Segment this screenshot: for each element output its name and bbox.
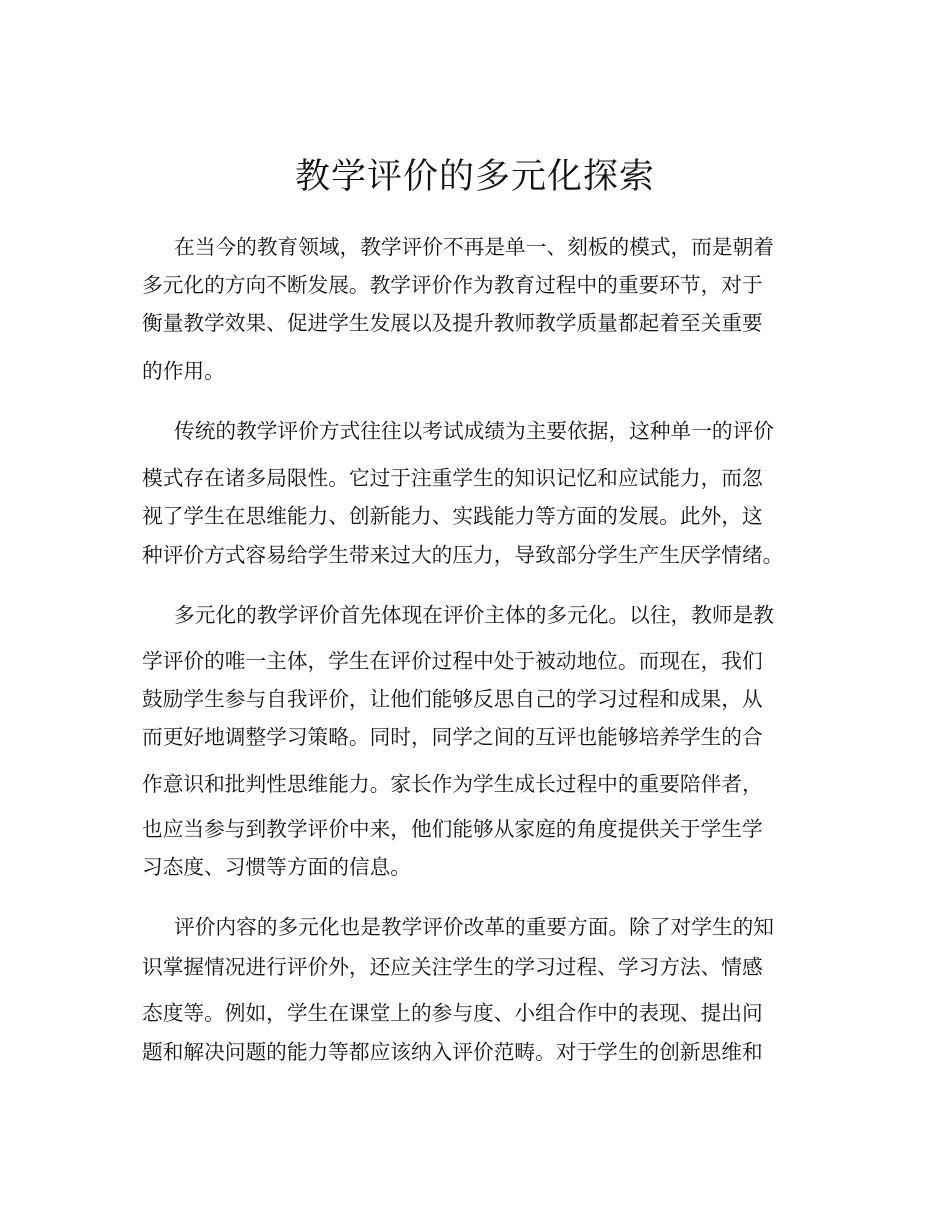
paragraph-2-line-2: 模式存在诸多局限性。它过于注重学生的知识记忆和应试能力，而忽 — [142, 466, 763, 490]
paragraph-3-line-5: 作意识和批判性思维能力。家长作为学生成长过程中的重要陪伴者， — [142, 772, 763, 796]
paragraph-1-line-2: 多元化的方向不断发展。教学评价作为教育过程中的重要环节，对于 — [142, 273, 763, 297]
document-title: 教学评价的多元化探索 — [294, 157, 655, 197]
paragraph-3-line-4: 而更好地调整学习策略。同时，同学之间的互评也能够培养学生的合 — [142, 725, 763, 749]
paragraph-2-line-3: 视了学生在思维能力、创新能力、实践能力等方面的发展。此外，这 — [142, 504, 763, 528]
paragraph-3-line-7: 习态度、习惯等方面的信息。 — [142, 855, 411, 879]
paragraph-1-line-1: 在当今的教育领域，教学评价不再是单一、刻板的模式，而是朝着 — [174, 235, 774, 259]
paragraph-2-line-4: 种评价方式容易给学生带来过大的压力，导致部分学生产生厌学情绪。 — [142, 543, 784, 567]
paragraph-1-line-3: 衡量教学效果、促进学生发展以及提升教师教学质量都起着至关重要 — [142, 311, 763, 335]
paragraph-3-line-2: 学评价的唯一主体，学生在评价过程中处于被动地位。而现在，我们 — [142, 649, 763, 673]
paragraph-4-line-2: 识掌握情况进行评价外，还应关注学生的学习过程、学习方法、情感 — [142, 955, 763, 979]
paragraph-3-line-3: 鼓励学生参与自我评价，让他们能够反思自己的学习过程和成果，从 — [142, 687, 763, 711]
paragraph-4-line-3: 态度等。例如，学生在课堂上的参与度、小组合作中的表现、提出问 — [142, 1001, 763, 1025]
paragraph-2-line-1: 传统的教学评价方式往往以考试成绩为主要依据，这种单一的评价 — [174, 419, 774, 443]
paragraph-4-line-1: 评价内容的多元化也是教学评价改革的重要方面。除了对学生的知 — [174, 915, 774, 939]
paragraph-1-line-4: 的作用。 — [142, 359, 225, 383]
paragraph-3-line-1: 多元化的教学评价首先体现在评价主体的多元化。以往，教师是教 — [174, 603, 774, 627]
paragraph-3-line-6: 也应当参与到教学评价中来，他们能够从家庭的角度提供关于学生学 — [142, 817, 763, 841]
paragraph-4-line-4: 题和解决问题的能力等都应该纳入评价范畴。对于学生的创新思维和 — [142, 1040, 763, 1064]
